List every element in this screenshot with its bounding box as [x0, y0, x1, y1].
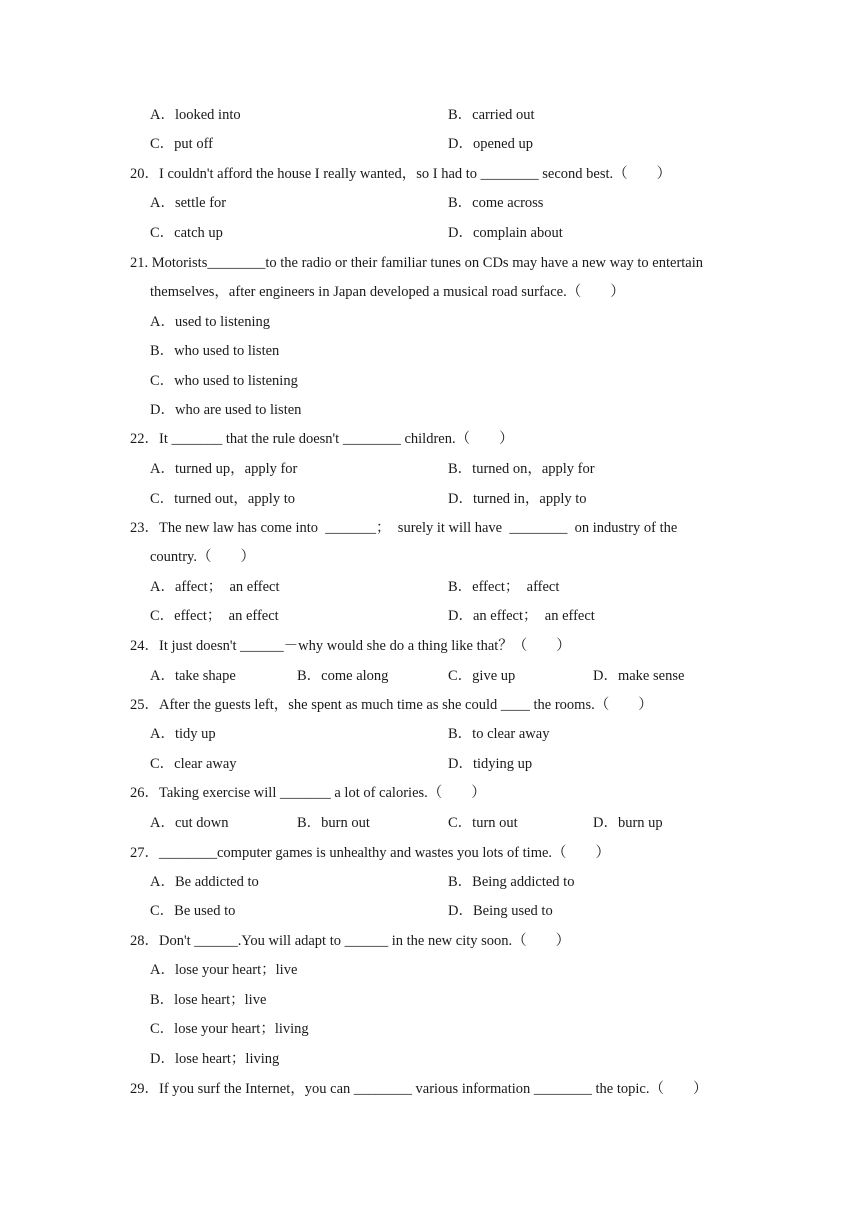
answer-option: C．effect； an effect — [150, 608, 279, 624]
answer-option: B．to clear away — [448, 726, 550, 742]
question-stem: 21. Motorists________to the radio or their familiar tunes on CDs may have a new way to entertain — [130, 255, 704, 271]
answer-option: B．come across — [448, 195, 544, 211]
answer-option: B．come along — [297, 668, 389, 684]
answer-option: A．affect； an effect — [150, 579, 280, 595]
answer-option: A．tidy up — [150, 726, 216, 742]
answer-option: B．lose heart；live — [150, 992, 267, 1008]
question-stem: 28．Don't ______.You will adapt to ______ in the new city soon.（ ） — [130, 933, 571, 949]
answer-option: D．turned in，apply to — [448, 491, 587, 507]
question-stem: 20．I couldn't afford the house I really wanted，so I had to ________ second best.（ ） — [130, 166, 672, 182]
answer-option: A．lose your heart；live — [150, 962, 298, 978]
answer-option: D．complain about — [448, 225, 563, 241]
question-stem: 29．If you surf the Internet，you can ________ various information ________ the topic.（ ） — [130, 1081, 708, 1097]
answer-option: B．effect； affect — [448, 579, 560, 595]
answer-option: C．lose your heart；living — [150, 1021, 309, 1037]
answer-option: A．turned up，apply for — [150, 461, 298, 477]
answer-option: D．burn up — [593, 815, 663, 831]
answer-option: B．burn out — [297, 815, 370, 831]
answer-option: A．settle for — [150, 195, 227, 211]
answer-option: B．who used to listen — [150, 343, 280, 359]
answer-option: B．turned on，apply for — [448, 461, 595, 477]
question-stem: 26．Taking exercise will _______ a lot of calories.（ ） — [130, 785, 486, 801]
answer-option: D．tidying up — [448, 756, 533, 772]
answer-option: C．put off — [150, 136, 213, 152]
answer-option: B．Being addicted to — [448, 874, 575, 890]
question-stem: 25．After the guests left，she spent as much time as she could ____ the rooms.（ ） — [130, 697, 653, 713]
question-stem: 23．The new law has come into _______； surely it will have ________ on industry of the — [130, 520, 678, 536]
answer-option: A．Be addicted to — [150, 874, 259, 890]
answer-option: C．turn out — [448, 815, 518, 831]
answer-option: C．give up — [448, 668, 516, 684]
answer-option: C．who used to listening — [150, 373, 298, 389]
question-stem: 27．________computer games is unhealthy and wastes you lots of time.（ ） — [130, 845, 611, 861]
answer-option: C．catch up — [150, 225, 223, 241]
question-stem: 22．It _______ that the rule doesn't ________ children.（ ） — [130, 431, 514, 447]
question-stem-continued: themselves，after engineers in Japan developed a musical road surface.（ ） — [150, 284, 625, 300]
answer-option: D．Being used to — [448, 903, 553, 919]
answer-option: D．who are used to listen — [150, 402, 302, 418]
answer-option: D．lose heart；living — [150, 1051, 280, 1067]
answer-option: B．carried out — [448, 107, 535, 123]
question-stem-continued: country.（ ） — [150, 549, 255, 565]
question-stem: 24．It just doesn't ______－why would she do a thing like that？（ ） — [130, 638, 571, 654]
answer-option: C．turned out，apply to — [150, 491, 295, 507]
answer-option: A．cut down — [150, 815, 229, 831]
answer-option: D．make sense — [593, 668, 685, 684]
answer-option: A．looked into — [150, 107, 241, 123]
answer-option: D．an effect； an effect — [448, 608, 595, 624]
answer-option: A．take shape — [150, 668, 236, 684]
answer-option: A．used to listening — [150, 314, 271, 330]
answer-option: C．Be used to — [150, 903, 236, 919]
answer-option: D．opened up — [448, 136, 533, 152]
answer-option: C．clear away — [150, 756, 237, 772]
